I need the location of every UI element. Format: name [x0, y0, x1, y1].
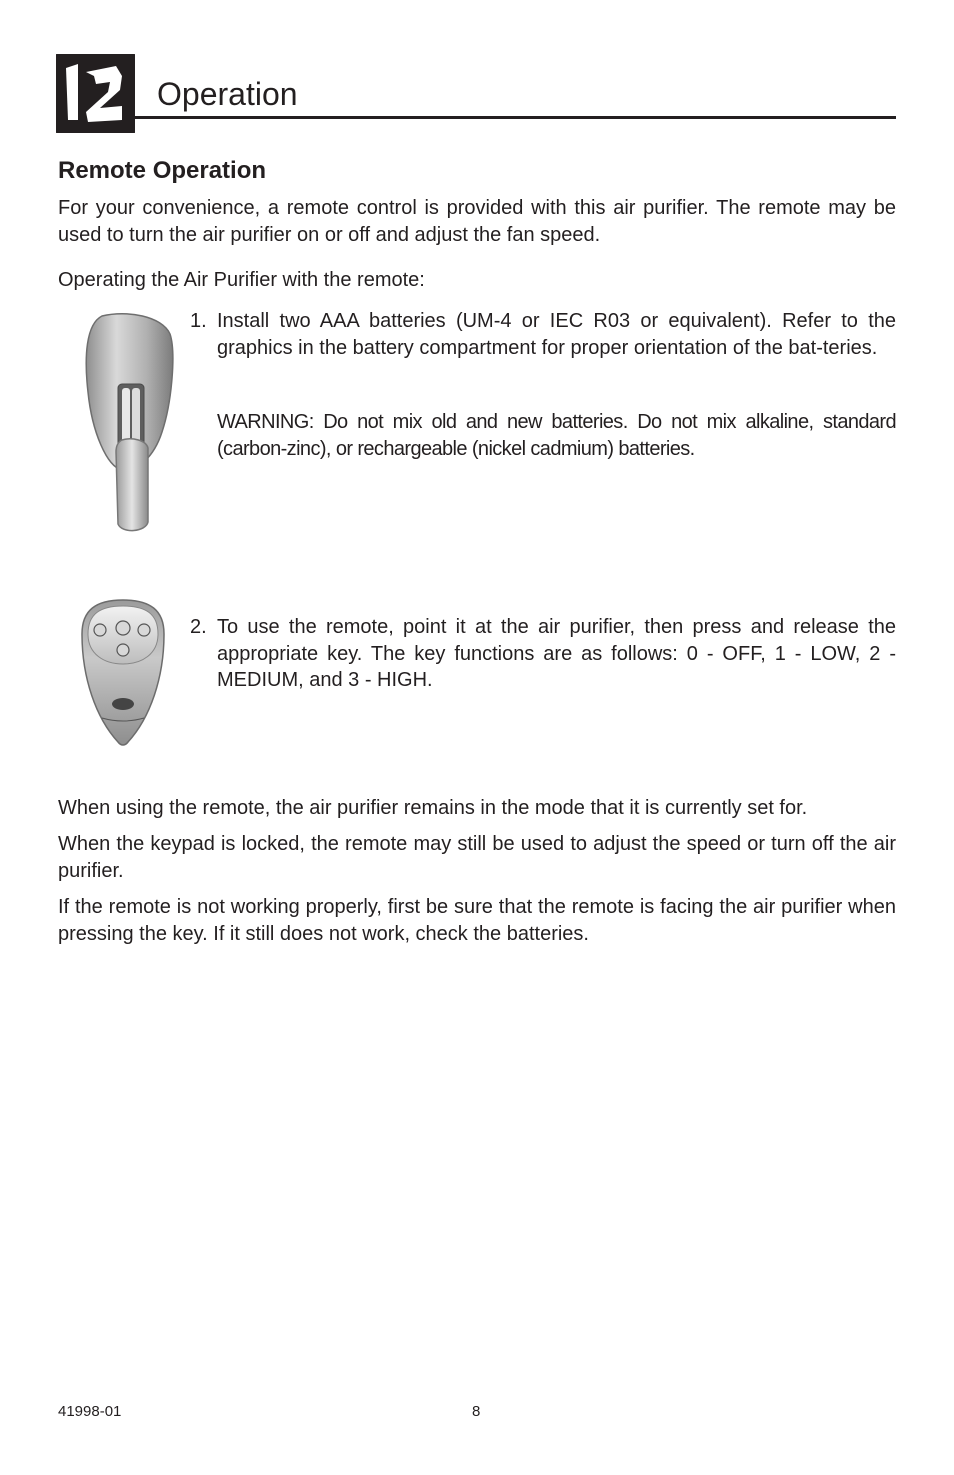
note-mode: When using the remote, the air purifier remains in the mode that it is currently set for. [58, 797, 808, 819]
header-divider [134, 116, 896, 119]
intro-paragraph: For your convenience, a remote control is provided with this air purifier. The remote may be used to turn the air purifier on or off and adjust the fan speed. [58, 197, 896, 246]
page-header [56, 54, 896, 134]
remote-battery-compartment-icon [82, 312, 176, 534]
note-troubleshooting: If the remote is not working properly, first be sure that the remote is facing the air purifier when pressing the key. If it still does not work, check the batteries. [58, 896, 896, 945]
operating-label: Operating the Air Purifier with the remote: [58, 269, 425, 291]
note-keypad-locked: When the keypad is locked, the remote may still be used to adjust the speed or turn off the air purifier. [58, 833, 896, 882]
step-number: 2. [190, 616, 207, 638]
battery-warning: WARNING: Do not mix old and new batteries. Do not mix alkaline, standard (carbon-zinc), or rechargeable (nickel cadmium) batteries. [217, 411, 896, 460]
step-text: To use the remote, point it at the air purifier, then press and release the appropriate key. The key functions are as follows: 0 - OFF, 1 - LOW, 2 - MEDIUM, and 3 - HIGH. [217, 616, 896, 691]
document-number: 41998-01 [58, 1403, 122, 1420]
page-title: Operation [157, 76, 298, 112]
step-text: Install two AAA batteries (UM-4 or IEC R03 or equivalent). Refer to the graphics in the battery compartment for proper orientation of the bat-teries. [217, 310, 896, 359]
step-number: 1. [190, 310, 207, 332]
page-number: 8 [472, 1403, 481, 1420]
section-heading: Remote Operation [58, 157, 267, 184]
remote-control-front-icon [80, 598, 166, 746]
numeral-badge-icon [56, 54, 135, 133]
